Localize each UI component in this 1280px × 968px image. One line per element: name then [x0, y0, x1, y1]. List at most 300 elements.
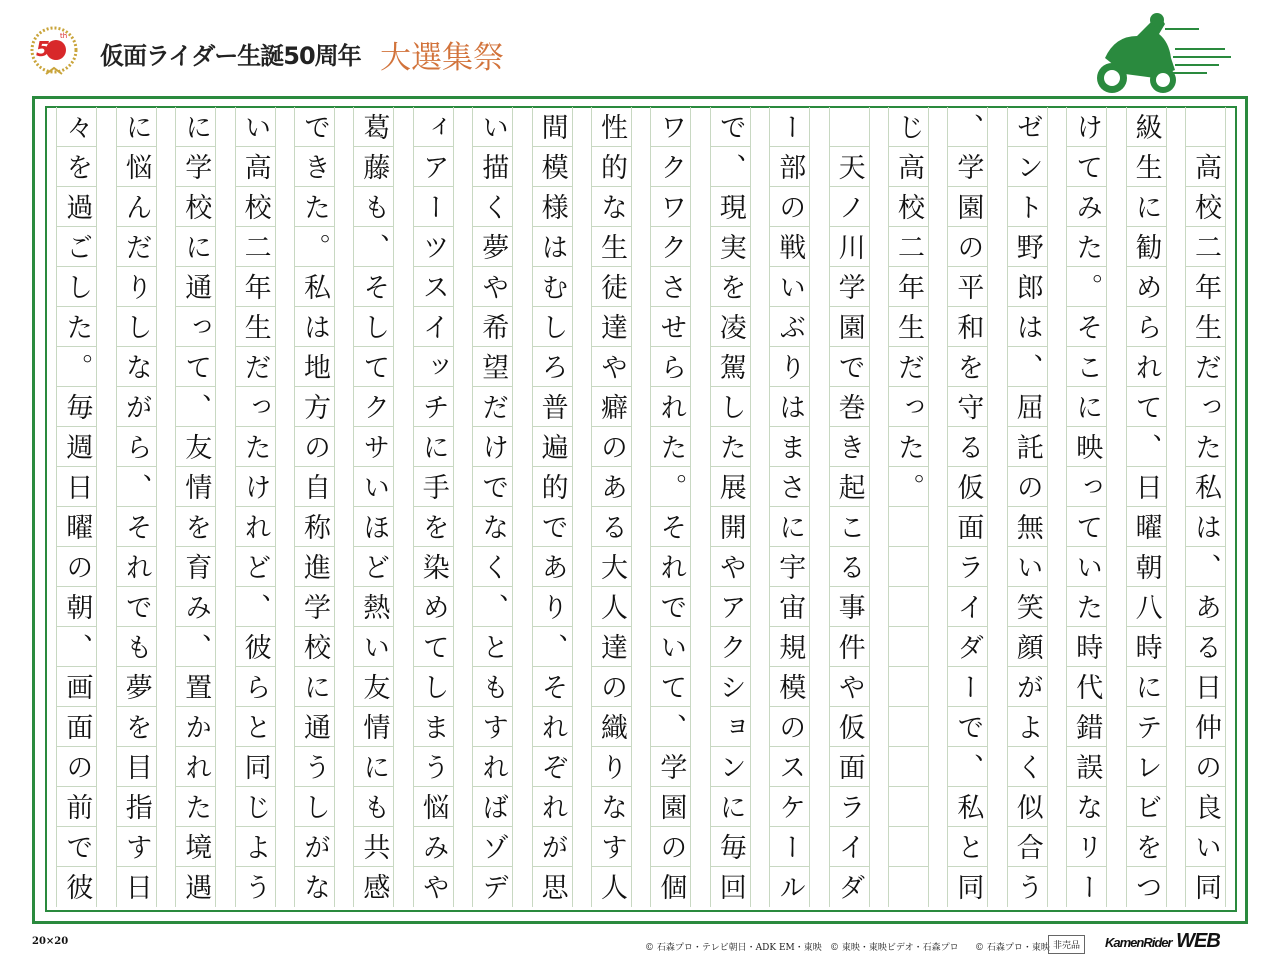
- manuscript-cell: 夢: [117, 667, 156, 707]
- manuscript-cell: の: [1186, 747, 1225, 787]
- manuscript-column: [1007, 107, 1048, 907]
- manuscript-cell: た: [176, 787, 215, 827]
- manuscript-cell: 顔: [1008, 627, 1047, 667]
- manuscript-cell: 、: [236, 587, 275, 627]
- manuscript-cell: ク: [651, 147, 690, 187]
- manuscript-cell: 境: [176, 827, 215, 867]
- manuscript-cell: に: [1067, 387, 1106, 427]
- manuscript-cell: 二: [889, 227, 928, 267]
- manuscript-cell: で: [651, 587, 690, 627]
- manuscript-cell: ゾ: [473, 827, 512, 867]
- manuscript-cell: が: [533, 827, 572, 867]
- manuscript-cell: 凌: [711, 307, 750, 347]
- manuscript-cell: 人: [596, 873, 627, 900]
- manuscript-cell: ア: [711, 587, 750, 627]
- manuscript-cell: み: [1067, 187, 1106, 227]
- not-for-sale-badge: 非売品: [1048, 935, 1085, 954]
- manuscript-cell: や: [711, 547, 750, 587]
- manuscript-cell: 週: [57, 427, 96, 467]
- manuscript-cell: い: [354, 467, 393, 507]
- manuscript-cell: 大: [592, 547, 631, 587]
- manuscript-cell: 同: [236, 747, 275, 787]
- manuscript-cell: サ: [354, 427, 393, 467]
- manuscript-cell: ん: [117, 187, 156, 227]
- manuscript-cell: ど: [354, 547, 393, 587]
- manuscript-cell: 育: [176, 547, 215, 587]
- manuscript-cell: だ: [889, 347, 928, 387]
- manuscript-column: [947, 107, 988, 907]
- manuscript-cell: ワ: [651, 107, 690, 147]
- manuscript-cell: 面: [830, 747, 869, 787]
- manuscript-cell: て: [1127, 387, 1166, 427]
- manuscript-cell: す: [473, 707, 512, 747]
- manuscript-cell: 校: [1186, 187, 1225, 227]
- manuscript-cell: 実: [711, 227, 750, 267]
- manuscript-cell: ス: [414, 267, 453, 307]
- manuscript-cell: の: [295, 427, 334, 467]
- manuscript-cell: 園: [651, 787, 690, 827]
- manuscript-cell: で: [948, 707, 987, 747]
- manuscript-cell: 守: [948, 387, 987, 427]
- manuscript-cell: い: [354, 627, 393, 667]
- manuscript-cell: よ: [236, 827, 275, 867]
- manuscript-cell: 八: [1127, 587, 1166, 627]
- manuscript-cell: う: [1011, 873, 1043, 900]
- manuscript-cell: [830, 107, 869, 147]
- manuscript-cell: う: [414, 747, 453, 787]
- manuscript-cell: ラ: [830, 787, 869, 827]
- manuscript-cell: 無: [1008, 507, 1047, 547]
- manuscript-cell: ぶ: [770, 307, 809, 347]
- manuscript-cell: ら: [117, 427, 156, 467]
- manuscript-cell: イ: [830, 827, 869, 867]
- manuscript-column: [710, 107, 751, 907]
- manuscript-cell: と: [236, 707, 275, 747]
- manuscript-cell: シ: [711, 667, 750, 707]
- manuscript-cell: の: [1008, 467, 1047, 507]
- manuscript-cell: で: [473, 467, 512, 507]
- manuscript-cell: そ: [117, 507, 156, 547]
- manuscript-cell: [889, 867, 928, 906]
- manuscript-cell: 遇: [180, 873, 212, 900]
- manuscript-cell: や: [592, 347, 631, 387]
- manuscript-cell: 描: [473, 147, 512, 187]
- manuscript-cell: 、: [533, 627, 572, 667]
- manuscript-cell: [889, 627, 928, 667]
- manuscript-cell: れ: [176, 747, 215, 787]
- manuscript-cell: う: [295, 747, 334, 787]
- manuscript-cell: す: [592, 827, 631, 867]
- manuscript-cell: ま: [414, 707, 453, 747]
- manuscript-cell: 毎: [711, 827, 750, 867]
- manuscript-cell: 現: [711, 187, 750, 227]
- manuscript-cell: で: [57, 827, 96, 867]
- manuscript-cell: を: [176, 507, 215, 547]
- svg-text:th: th: [60, 32, 68, 40]
- manuscript-cell: れ: [533, 787, 572, 827]
- manuscript-cell: と: [473, 627, 512, 667]
- manuscript-cell: あ: [533, 547, 572, 587]
- manuscript-cell: 日: [1127, 467, 1166, 507]
- manuscript-cell: ノ: [830, 187, 869, 227]
- manuscript-cell: 級: [1127, 107, 1166, 147]
- manuscript-cell: っ: [1186, 387, 1225, 427]
- manuscript-column: [888, 107, 929, 907]
- manuscript-cell: [889, 667, 928, 707]
- manuscript-cell: [889, 707, 928, 747]
- manuscript-cell: は: [295, 307, 334, 347]
- manuscript-cell: ィ: [414, 107, 453, 147]
- manuscript-cell: よ: [1008, 707, 1047, 747]
- manuscript-cell: が: [1008, 667, 1047, 707]
- manuscript-cell: ダ: [833, 873, 865, 900]
- manuscript-cell: 彼: [61, 873, 93, 900]
- manuscript-cell: た: [236, 427, 275, 467]
- manuscript-cell: 年: [1186, 267, 1225, 307]
- manuscript-cell: 高: [1186, 147, 1225, 187]
- manuscript-cell: 勧: [1127, 227, 1166, 267]
- manuscript-cell: ー: [414, 187, 453, 227]
- manuscript-cell: け: [473, 427, 512, 467]
- manuscript-cell: め: [1127, 267, 1166, 307]
- manuscript-cell: 熱: [354, 587, 393, 627]
- manuscript-cell: け: [1067, 107, 1106, 147]
- manuscript-cell: 、: [948, 107, 987, 147]
- manuscript-cell: 校: [889, 187, 928, 227]
- manuscript-cell: や: [830, 667, 869, 707]
- copyright-2: © 東映・東映ビデオ・石森プロ: [830, 943, 959, 953]
- manuscript-cell: 二: [1186, 227, 1225, 267]
- manuscript-cell: は: [533, 227, 572, 267]
- manuscript-cell: 起: [830, 467, 869, 507]
- manuscript-cell: ケ: [770, 787, 809, 827]
- manuscript-cell: 朝: [1127, 547, 1166, 587]
- manuscript-cell: だ: [117, 227, 156, 267]
- manuscript-cell: な: [1067, 787, 1106, 827]
- manuscript-cell: 徒: [592, 267, 631, 307]
- manuscript-cell: た: [1186, 427, 1225, 467]
- manuscript-cell: し: [711, 387, 750, 427]
- manuscript-cell: が: [295, 827, 334, 867]
- manuscript-column: [413, 107, 454, 907]
- manuscript-cell: 平: [948, 267, 987, 307]
- manuscript-cell: 事: [830, 587, 869, 627]
- manuscript-cell: い: [1067, 547, 1106, 587]
- manuscript-cell: そ: [1067, 307, 1106, 347]
- manuscript-cell: 年: [889, 267, 928, 307]
- manuscript-cell: く: [473, 187, 512, 227]
- manuscript-cell: う: [239, 873, 271, 900]
- manuscript-cell: た: [651, 427, 690, 467]
- manuscript-cell: 代: [1067, 667, 1106, 707]
- manuscript-cell: 宇: [770, 547, 809, 587]
- manuscript-cell: ぞ: [533, 747, 572, 787]
- manuscript-cell: た: [711, 427, 750, 467]
- manuscript-cell: 彼: [236, 627, 275, 667]
- manuscript-cell: 朝: [57, 587, 96, 627]
- manuscript-cell: る: [948, 427, 987, 467]
- manuscript-cell: ど: [236, 547, 275, 587]
- manuscript-cell: 人: [592, 587, 631, 627]
- manuscript-cell: じ: [889, 107, 928, 147]
- manuscript-cell: い: [473, 107, 512, 147]
- manuscript-cell: 望: [473, 347, 512, 387]
- manuscript-cell: れ: [473, 747, 512, 787]
- manuscript-cell: で: [711, 107, 750, 147]
- manuscript-cell: 、: [1127, 427, 1166, 467]
- manuscript-cell: 性: [592, 107, 631, 147]
- manuscript-cell: 癖: [592, 387, 631, 427]
- manuscript-cell: て: [176, 347, 215, 387]
- manuscript-cell: き: [295, 147, 334, 187]
- manuscript-cell: 藤: [354, 147, 393, 187]
- manuscript-cell: る: [592, 507, 631, 547]
- manuscript-cell: 曜: [1127, 507, 1166, 547]
- manuscript-cell: 校: [295, 627, 334, 667]
- manuscript-cell: に: [711, 787, 750, 827]
- manuscript-column: [56, 107, 97, 907]
- manuscript-cell: 個: [655, 873, 687, 900]
- manuscript-cell: 日: [57, 467, 96, 507]
- manuscript-cell: [889, 507, 928, 547]
- manuscript-cell: つ: [1130, 873, 1162, 900]
- manuscript-cell: ご: [57, 227, 96, 267]
- manuscript-column: [175, 107, 216, 907]
- manuscript-cell: た: [57, 307, 96, 347]
- manuscript-cell: な: [592, 787, 631, 827]
- manuscript-cell: さ: [651, 267, 690, 307]
- manuscript-cell: 遍: [533, 427, 572, 467]
- manuscript-cell: に: [117, 107, 156, 147]
- svg-text:5: 5: [36, 37, 50, 61]
- manuscript-cell: す: [117, 827, 156, 867]
- manuscript-cell: 葛: [354, 107, 393, 147]
- manuscript-column: [1126, 107, 1167, 907]
- manuscript-cell: て: [414, 627, 453, 667]
- manuscript-cell: だ: [236, 347, 275, 387]
- manuscript-cell: 郎: [1008, 267, 1047, 307]
- manuscript-cell: 学: [830, 267, 869, 307]
- manuscript-cell: 戦: [770, 227, 809, 267]
- manuscript-cell: 達: [592, 307, 631, 347]
- manuscript-cell: 生: [592, 227, 631, 267]
- manuscript-cell: の: [57, 547, 96, 587]
- manuscript-cell: 曜: [57, 507, 96, 547]
- manuscript-cell: 駕: [711, 347, 750, 387]
- manuscript-column: [294, 107, 335, 907]
- manuscript-cell: 、: [1008, 347, 1047, 387]
- manuscript-cell: 友: [176, 427, 215, 467]
- manuscript-cell: 同: [952, 873, 984, 900]
- manuscript-cell: き: [830, 427, 869, 467]
- manuscript-cell: 学: [295, 587, 334, 627]
- manuscript-cell: か: [176, 707, 215, 747]
- manuscript-column: [472, 107, 513, 907]
- manuscript-cell: れ: [651, 547, 690, 587]
- manuscript-cell: 野: [1008, 227, 1047, 267]
- manuscript-cell: や: [473, 267, 512, 307]
- manuscript-column: [1185, 107, 1226, 907]
- manuscript-cell: け: [236, 467, 275, 507]
- manuscript-cell: が: [117, 387, 156, 427]
- manuscript-cell: て: [354, 347, 393, 387]
- manuscript-cell: 校: [236, 187, 275, 227]
- manuscript-cell: 。: [295, 227, 334, 267]
- manuscript-cell: 日: [120, 873, 152, 900]
- manuscript-cell: こ: [1067, 347, 1106, 387]
- manuscript-cell: り: [117, 267, 156, 307]
- manuscript-cell: は: [770, 387, 809, 427]
- manuscript-cell: 開: [711, 507, 750, 547]
- manuscript-cell: 共: [354, 827, 393, 867]
- manuscript-cell: [1186, 107, 1225, 147]
- manuscript-cell: [889, 547, 928, 587]
- manuscript-cell: た: [1067, 227, 1106, 267]
- manuscript-cell: し: [354, 307, 393, 347]
- manuscript-cell: 、: [176, 627, 215, 667]
- manuscript-cell: ろ: [533, 347, 572, 387]
- manuscript-cell: そ: [533, 667, 572, 707]
- manuscript-cell: チ: [414, 387, 453, 427]
- manuscript-cell: 自: [295, 467, 334, 507]
- manuscript-cell: 巻: [830, 387, 869, 427]
- manuscript-cell: の: [770, 707, 809, 747]
- manuscript-cell: な: [117, 347, 156, 387]
- manuscript-cell: た: [295, 187, 334, 227]
- manuscript-cell: 誤: [1067, 747, 1106, 787]
- manuscript-cell: そ: [651, 507, 690, 547]
- motorcycle-rider-icon: [1095, 8, 1235, 98]
- manuscript-cell: 達: [592, 627, 631, 667]
- manuscript-cell: ト: [1008, 187, 1047, 227]
- manuscript-cell: 面: [948, 507, 987, 547]
- manuscript-cell: や: [417, 873, 449, 900]
- manuscript-cell: る: [830, 547, 869, 587]
- manuscript-cell: 学: [651, 747, 690, 787]
- manuscript-cell: 仲: [1186, 707, 1225, 747]
- manuscript-cell: じ: [236, 787, 275, 827]
- manuscript-cell: 校: [176, 187, 215, 227]
- manuscript-cell: 時: [1067, 627, 1106, 667]
- manuscript-cell: 規: [770, 627, 809, 667]
- manuscript-cell: 生: [1186, 307, 1225, 347]
- manuscript-cell: 屈: [1008, 387, 1047, 427]
- manuscript-cell: 、: [354, 227, 393, 267]
- manuscript-cell: 。: [651, 467, 690, 507]
- manuscript-cell: く: [1008, 747, 1047, 787]
- manuscript-cell: 園: [830, 307, 869, 347]
- manuscript-cell: イ: [948, 587, 987, 627]
- manuscript-cell: 良: [1186, 787, 1225, 827]
- manuscript-cell: し: [117, 307, 156, 347]
- manuscript-cell: た: [889, 427, 928, 467]
- manuscript-column: [769, 107, 810, 907]
- manuscript-cell: 川: [830, 227, 869, 267]
- manuscript-column: [829, 107, 870, 907]
- manuscript-cell: み: [414, 827, 453, 867]
- manuscript-inner-border: [45, 106, 1237, 912]
- manuscript-cell: ョ: [711, 707, 750, 747]
- manuscript-cell: 高: [889, 147, 928, 187]
- manuscript-cell: 前: [57, 787, 96, 827]
- manuscript-cell: 、: [176, 387, 215, 427]
- manuscript-cell: 生: [889, 307, 928, 347]
- manuscript-cell: 私: [948, 787, 987, 827]
- manuscript-cell: ア: [414, 147, 453, 187]
- manuscript-cell: 、: [651, 707, 690, 747]
- manuscript-cell: 間: [533, 107, 572, 147]
- manuscript-cell: く: [473, 547, 512, 587]
- manuscript-cell: 目: [117, 747, 156, 787]
- manuscript-cell: ら: [236, 667, 275, 707]
- manuscript-cell: 時: [1127, 627, 1166, 667]
- manuscript-cell: に: [176, 107, 215, 147]
- manuscript-cell: 情: [176, 467, 215, 507]
- manuscript-cell: な: [592, 187, 631, 227]
- manuscript-column: [353, 107, 394, 907]
- manuscript-cell: そ: [354, 267, 393, 307]
- manuscript-cell: 方: [295, 387, 334, 427]
- manuscript-cell: [889, 587, 928, 627]
- manuscript-cell: 生: [236, 307, 275, 347]
- manuscript-cell: ビ: [1127, 787, 1166, 827]
- manuscript-cell: 、: [117, 467, 156, 507]
- manuscript-cell: ダ: [948, 627, 987, 667]
- manuscript-cell: 模: [533, 147, 572, 187]
- manuscript-cell: 似: [1008, 787, 1047, 827]
- manuscript-cell: 思: [536, 873, 568, 900]
- manuscript-cell: む: [533, 267, 572, 307]
- manuscript-cell: 私: [295, 267, 334, 307]
- manuscript-cell: 過: [57, 187, 96, 227]
- manuscript-cell: さ: [770, 467, 809, 507]
- manuscript-cell: れ: [236, 507, 275, 547]
- manuscript-cell: 錯: [1067, 707, 1106, 747]
- manuscript-cell: 件: [830, 627, 869, 667]
- manuscript-cell: 通: [295, 707, 334, 747]
- manuscript-cell: を: [948, 347, 987, 387]
- manuscript-cell: 、: [57, 627, 96, 667]
- manuscript-cell: 託: [1008, 427, 1047, 467]
- manuscript-column: [235, 107, 276, 907]
- page-title: 仮面ライダー生誕50周年: [100, 42, 361, 70]
- manuscript-cell: 友: [354, 667, 393, 707]
- manuscript-cell: あ: [592, 467, 631, 507]
- manuscript-cell: し: [57, 267, 96, 307]
- manuscript-cell: り: [770, 347, 809, 387]
- manuscript-column: [650, 107, 691, 907]
- manuscript-cell: の: [592, 667, 631, 707]
- manuscript-cell: め: [414, 587, 453, 627]
- manuscript-cell: ツ: [414, 227, 453, 267]
- manuscript-cell: ー: [770, 107, 809, 147]
- manuscript-cell: だ: [1186, 347, 1225, 387]
- manuscript-cell: の: [770, 187, 809, 227]
- manuscript-cell: 通: [176, 267, 215, 307]
- manuscript-cell: ワ: [651, 187, 690, 227]
- manuscript-cell: [889, 827, 928, 867]
- manuscript-cell: い: [770, 267, 809, 307]
- manuscript-cell: ま: [770, 427, 809, 467]
- manuscript-cell: ル: [774, 873, 806, 900]
- manuscript-cell: で: [533, 507, 572, 547]
- manuscript-cell: 的: [592, 147, 631, 187]
- manuscript-cell: ン: [711, 747, 750, 787]
- manuscript-cell: 悩: [117, 147, 156, 187]
- manuscript-cell: 高: [236, 147, 275, 187]
- manuscript-cell: を: [117, 707, 156, 747]
- manuscript-cell: に: [1127, 187, 1166, 227]
